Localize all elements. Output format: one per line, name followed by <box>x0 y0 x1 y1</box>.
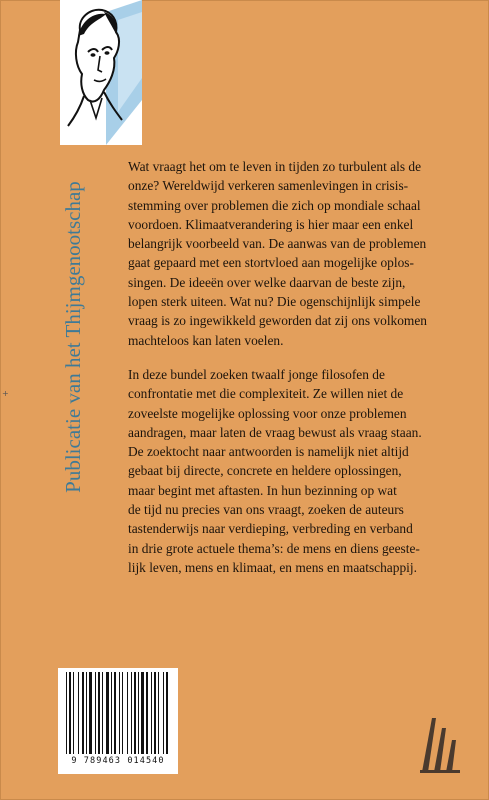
text-line: zoveelste mogelijke oplossing voor onze problemen <box>128 405 407 421</box>
paragraph-1 <box>128 157 460 350</box>
text-line: vraag is zo ingewikkeld geworden dat zij ons volkomen <box>128 313 427 329</box>
text-line: gebaat bij directe, concrete en heldere oplossingen, <box>128 463 402 479</box>
text-line: In deze bundel zoeken twaalf jonge filosofen de <box>128 366 385 382</box>
text-line: De zoektocht naar antwoorden is namelijk niet altijd <box>128 444 409 460</box>
paragraph-2 <box>128 365 460 577</box>
text-line: aandragen, maar laten de vraag bewust als vraag staan. <box>128 424 422 440</box>
text-line: singen. De ideeën over welke daarvan de beste zijn, <box>128 274 406 290</box>
text-line: lijk leven, mens en klimaat, en mens en maatschappij. <box>128 559 417 575</box>
text-line: de tijd nu precies van ons vraagt, zoeken de auteurs <box>128 502 404 518</box>
text-line: maar begint met aftasten. In hun bezinning op wat <box>128 482 397 498</box>
back-cover-blurb <box>128 157 460 577</box>
text-line: voordoen. Klimaatverandering is hier maar een enkel <box>128 216 414 232</box>
text-line: tastenderwijs naar verdieping, verbreding en verband <box>128 521 413 537</box>
isbn-barcode <box>58 668 178 774</box>
crop-mark: + <box>2 389 9 398</box>
text-line: confrontatie met die complexiteit. Ze willen niet de <box>128 386 404 402</box>
text-line: belangrijk voorbeeld van. De aanwas van de problemen <box>128 236 427 252</box>
text-line: Wat vraagt het om te leven in tijden zo turbulent als de <box>128 159 422 174</box>
text-line: gaat gepaard met een stortvloed aan mogelijke oplos- <box>128 255 414 271</box>
text-line: machteloos kan laten voelen. <box>128 332 284 348</box>
portrait-logo-icon <box>60 0 142 145</box>
barcode-bars <box>64 672 172 754</box>
spine-title: Publicatie van het Thijmgenootschap <box>61 181 85 493</box>
text-line: onze? Wereldwijd verkeren samenlevingen in crisis- <box>128 178 409 194</box>
isbn-digits: 9 789463 014540 <box>71 756 165 766</box>
text-line: lopen sterk uiteen. Wat nu? Die ogenschijnlijk simpele <box>128 294 421 310</box>
publisher-logo-icon <box>420 712 460 774</box>
text-line: stemming over problemen die zich op mondiale schaal <box>128 197 421 213</box>
text-line: in drie grote actuele thema’s: de mens en diens geeste- <box>128 540 420 556</box>
